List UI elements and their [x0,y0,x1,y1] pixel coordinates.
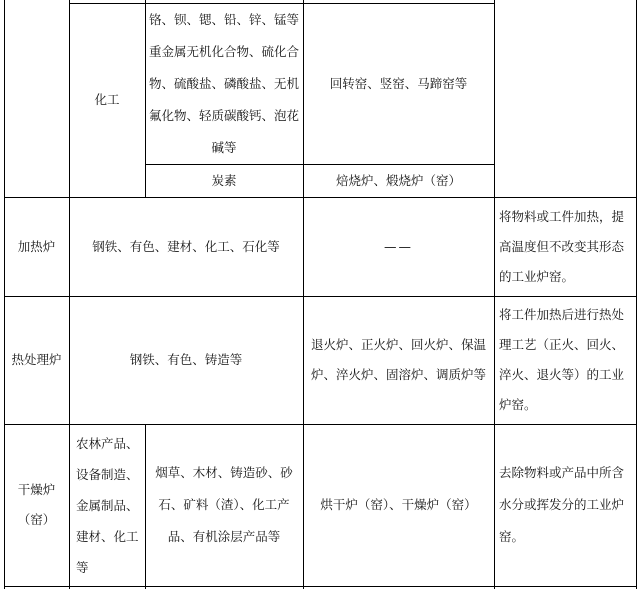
carbon-furnace-cell [303,164,494,197]
col-divider-4-upper [494,0,495,197]
text-line: 炉窑。 [499,397,537,412]
text-line: 干燥炉 [17,482,56,497]
text-line: 将物料或工件加热，提 [499,208,625,224]
drying-furnace-types: 烘干炉（窑）、干燥炉（窑） [320,497,477,512]
text-line: 淬火、退火等）的工业 [499,367,625,382]
text-line: 设备制造、 [76,466,139,482]
text-line: 铬、钡、锶、铅、锌、锰等 [148,11,299,27]
text-line: 重金属无机化合物、硫化合 [148,43,299,59]
text-line: 农林产品、 [76,435,139,451]
text-line: 将工件加热后进行热处 [499,307,625,322]
text-line: 品、有机涂层产品等 [167,529,281,544]
text-line: 窑。 [499,529,525,544]
chemical-materials-cell [145,3,303,164]
text-line: 高温度但不改变其形态 [499,238,625,254]
drying-definition [499,457,624,553]
drying-industries-cell [76,424,145,586]
heating-furnace-types: —— [384,238,413,254]
drying-name-cell [4,424,69,586]
heat-treatment-industries-cell [69,296,303,424]
heating-industries: 钢铁、有色、建材、化工、石化等 [92,238,280,254]
heat-treatment-name: 热处理炉 [11,352,62,367]
text-line: （窑） [17,512,56,527]
drying-name [18,475,56,535]
table-border-right [636,0,637,589]
heat-treatment-definition [499,300,624,420]
heating-name: 加热炉 [17,238,56,254]
heat-treatment-definition-cell [499,296,636,424]
row-line-bottom [4,586,637,587]
drying-industries [76,428,139,583]
text-line: 退火炉、正火炉、回火炉、保温 [310,337,486,352]
carbon-material: 炭素 [211,172,237,188]
text-line: 氟化物、轻质碳酸钙、泡花 [148,107,299,123]
text-line: 水分或挥发分的工业炉 [499,497,625,512]
col-divider-4-lower [494,197,495,589]
heat-treatment-name-cell [4,296,69,424]
heating-furnace-cell [303,197,494,296]
text-line: 建材、化工 [76,528,139,544]
drying-materials [155,457,293,553]
heat-treatment-industries: 钢铁、有色、铸造等 [129,352,243,367]
heating-industries-cell [69,197,303,296]
text-line: 石、矿料（渣）、化工产 [158,497,290,512]
text-line: 的工业炉窑。 [499,268,575,284]
text-line: 炉、淬火炉、固溶炉、调质炉等 [310,367,486,382]
drying-definition-cell [499,424,636,586]
chemical-furnace-types: 回转窑、竖窑、马蹄窑等 [329,75,468,91]
chemical-materials [149,4,299,164]
heating-definition [499,202,624,292]
heating-name-cell [4,197,69,296]
text-line: 物、硫酸盐、磷酸盐、无机 [148,75,299,91]
carbon-material-cell [145,164,303,197]
carbon-furnace-types: 焙烧炉、煅烧炉（窑） [335,172,461,188]
heat-treatment-furnace-types [311,330,486,390]
heat-treatment-furnace-cell [303,296,494,424]
drying-furnace-cell [303,424,494,586]
text-line: 去除物料或产品中所含 [499,465,625,480]
text-line: 理工艺（正火、回火、 [499,337,625,352]
heating-definition-cell [499,197,636,296]
text-line: 碱等 [211,139,237,155]
chemical-furnace-cell [303,3,494,164]
chemical-category: 化工 [94,92,120,107]
drying-materials-cell [145,424,303,586]
text-line: 烟草、木材、铸造砂、砂 [155,465,293,480]
text-line: 等 [76,559,89,575]
chemical-category-cell [69,3,145,197]
text-line: 金属制品、 [76,497,139,513]
